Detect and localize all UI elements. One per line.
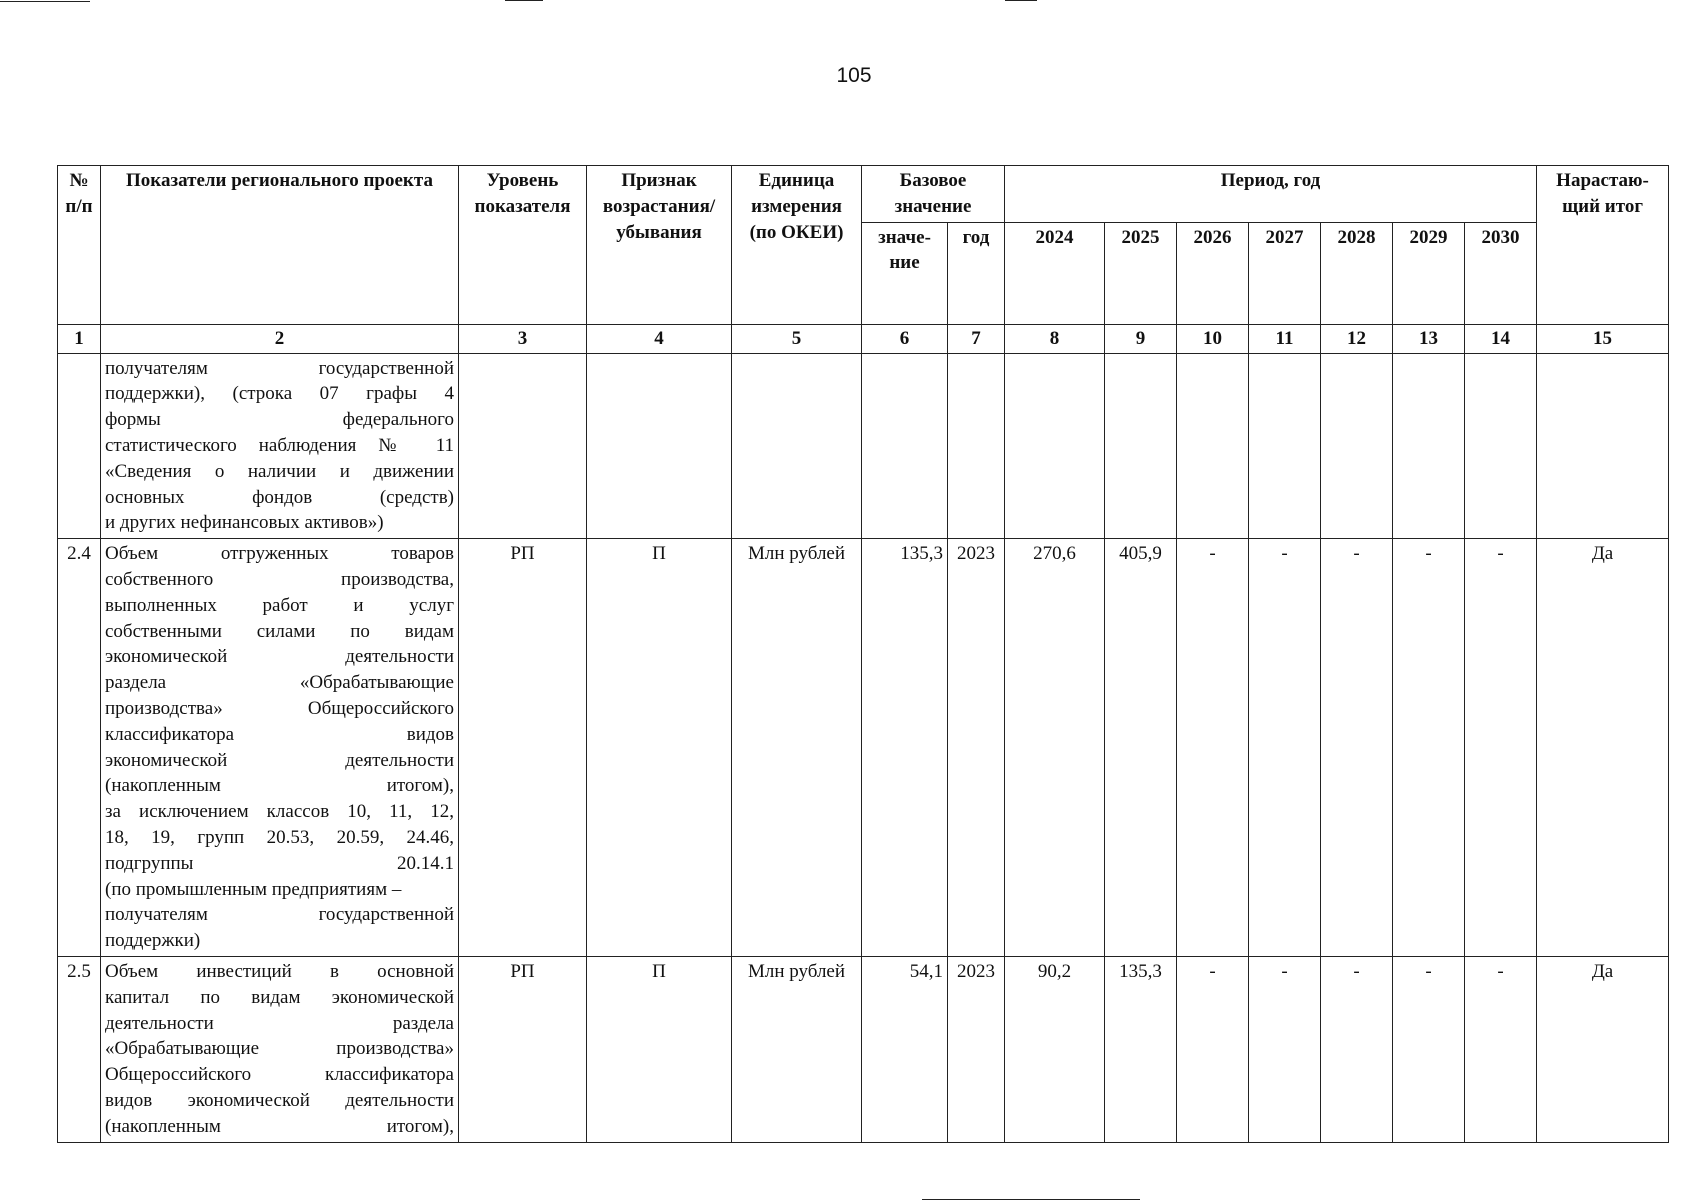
- indicator-name: [101, 956, 459, 1142]
- indicator-name-line: (по промышленным предприятиям –: [105, 878, 402, 900]
- indicator-name-line: экономической деятельности: [105, 749, 454, 771]
- year-value: [1465, 353, 1537, 539]
- year-value: -: [1177, 539, 1249, 957]
- cumulative-flag: Да: [1537, 956, 1669, 1142]
- base-year: [948, 353, 1005, 539]
- indicator-name: [101, 353, 459, 539]
- indicator-level: [459, 353, 587, 539]
- year-value: -: [1321, 539, 1393, 957]
- column-number: 11: [1249, 324, 1321, 353]
- indicator-name-line: «Сведения о наличии и движении: [105, 460, 454, 482]
- year-value: -: [1393, 956, 1465, 1142]
- header-base: Базовое значение: [862, 166, 1005, 223]
- base-value: 54,1: [862, 956, 948, 1142]
- indicator-name-line: видов экономической деятельности: [105, 1089, 454, 1111]
- year-value: -: [1321, 956, 1393, 1142]
- indicator-level: РП: [459, 956, 587, 1142]
- base-year: 2023: [948, 539, 1005, 957]
- page-number: 105: [836, 64, 872, 87]
- year-value: -: [1393, 539, 1465, 957]
- indicator-name-line: и других нефинансовых активов»): [105, 512, 384, 534]
- header-year: 2028: [1321, 222, 1393, 324]
- indicator-trend: П: [587, 539, 732, 957]
- indicator-name-line: «Обрабатывающие производства»: [105, 1038, 454, 1060]
- indicator-name-line: собственными силами по видам: [105, 620, 454, 642]
- indicator-name-line: получателям государственной: [105, 357, 454, 379]
- indicator-unit: Млн рублей: [732, 956, 862, 1142]
- cumulative-flag: Да: [1537, 539, 1669, 957]
- indicator-unit: [732, 353, 862, 539]
- scan-edge-line-center: [505, 0, 543, 1]
- indicator-name-line: основных фондов (средств): [105, 486, 454, 508]
- header-year: 2024: [1005, 222, 1105, 324]
- row-number: 2.4: [58, 539, 101, 957]
- header-year: 2026: [1177, 222, 1249, 324]
- indicator-name-line: раздела «Обрабатывающие: [105, 672, 454, 694]
- column-number: 6: [862, 324, 948, 353]
- scan-edge-line-left: [0, 1, 90, 2]
- year-value: -: [1177, 956, 1249, 1142]
- cumulative-flag: [1537, 353, 1669, 539]
- indicator-name-line: 18, 19, групп 20.53, 20.59, 24.46,: [105, 826, 454, 848]
- indicator-name-line: производства» Общероссийского: [105, 697, 454, 719]
- year-value: -: [1465, 956, 1537, 1142]
- indicator-name-line: статистического наблюдения № 11: [105, 434, 454, 456]
- year-value: -: [1465, 539, 1537, 957]
- year-value: [1321, 353, 1393, 539]
- table-body: [58, 324, 1669, 1142]
- column-number: 13: [1393, 324, 1465, 353]
- column-number: 1: [58, 324, 101, 353]
- column-number: 4: [587, 324, 732, 353]
- table-row: [58, 539, 1669, 957]
- indicator-name-line: поддержки): [105, 930, 201, 952]
- header-unit: Единица измерения (по ОКЕИ): [732, 166, 862, 325]
- indicator-name-line: Общероссийского классификатора: [105, 1064, 454, 1086]
- table-row: [58, 353, 1669, 539]
- year-value: -: [1249, 539, 1321, 957]
- indicator-name-line: формы федерального: [105, 409, 454, 431]
- year-value: 90,2: [1005, 956, 1105, 1142]
- header-no: № п/п: [58, 166, 101, 325]
- year-value: [1005, 353, 1105, 539]
- indicator-name-line: экономической деятельности: [105, 646, 454, 668]
- base-value: [862, 353, 948, 539]
- header-year: 2027: [1249, 222, 1321, 324]
- header-indicator: Показатели регионального проекта: [101, 166, 459, 325]
- indicator-name-line: подгруппы 20.14.1: [105, 852, 454, 874]
- indicator-trend: [587, 353, 732, 539]
- column-number: 3: [459, 324, 587, 353]
- row-number: [58, 353, 101, 539]
- column-number-row: [58, 324, 1669, 353]
- indicators-table: [57, 165, 1669, 1143]
- indicator-name-line: собственного производства,: [105, 568, 454, 590]
- header-year: 2030: [1465, 222, 1537, 324]
- base-value: 135,3: [862, 539, 948, 957]
- indicator-name-line: за исключением классов 10, 11, 12,: [105, 801, 454, 823]
- indicator-name-line: классификатора видов: [105, 723, 454, 745]
- year-value: 270,6: [1005, 539, 1105, 957]
- column-number: 12: [1321, 324, 1393, 353]
- column-number: 8: [1005, 324, 1105, 353]
- year-value: [1177, 353, 1249, 539]
- indicator-name: [101, 539, 459, 957]
- header-year: 2025: [1105, 222, 1177, 324]
- indicator-trend: П: [587, 956, 732, 1142]
- row-number: 2.5: [58, 956, 101, 1142]
- indicator-name-line: поддержки), (строка 07 графы 4: [105, 383, 454, 405]
- header-year: 2029: [1393, 222, 1465, 324]
- header-level: Уровень показателя: [459, 166, 587, 325]
- year-value: [1393, 353, 1465, 539]
- indicator-name-line: капитал по видам экономической: [105, 986, 454, 1008]
- column-number: 10: [1177, 324, 1249, 353]
- column-number: 15: [1537, 324, 1669, 353]
- column-number: 7: [948, 324, 1005, 353]
- header-cumulative: Нарастаю- щий итог: [1537, 166, 1669, 325]
- header-trend: Признак возрастания/ убывания: [587, 166, 732, 325]
- column-number: 2: [101, 324, 459, 353]
- column-number: 5: [732, 324, 862, 353]
- indicator-level: РП: [459, 539, 587, 957]
- table-header: [58, 166, 1669, 325]
- header-period: Период, год: [1005, 166, 1537, 223]
- indicator-name-line: получателям государственной: [105, 904, 454, 926]
- year-value: [1249, 353, 1321, 539]
- column-number: 14: [1465, 324, 1537, 353]
- indicator-name-line: (накопленным итогом),: [105, 1115, 454, 1137]
- column-number: 9: [1105, 324, 1177, 353]
- indicator-name-line: (накопленным итогом),: [105, 775, 454, 797]
- year-value: [1105, 353, 1177, 539]
- base-year: 2023: [948, 956, 1005, 1142]
- header-base-value: значе- ние: [862, 222, 948, 324]
- table-row: [58, 956, 1669, 1142]
- indicator-unit: Млн рублей: [732, 539, 862, 957]
- header-base-year: год: [948, 222, 1005, 324]
- year-value: -: [1249, 956, 1321, 1142]
- year-value: 135,3: [1105, 956, 1177, 1142]
- indicator-name-line: выполненных работ и услуг: [105, 594, 454, 616]
- indicator-name-line: Объем отгруженных товаров: [105, 543, 454, 565]
- indicator-name-line: деятельности раздела: [105, 1012, 454, 1034]
- year-value: 405,9: [1105, 539, 1177, 957]
- indicator-name-line: Объем инвестиций в основной: [105, 960, 454, 982]
- scan-edge-line-right: [1005, 0, 1037, 1]
